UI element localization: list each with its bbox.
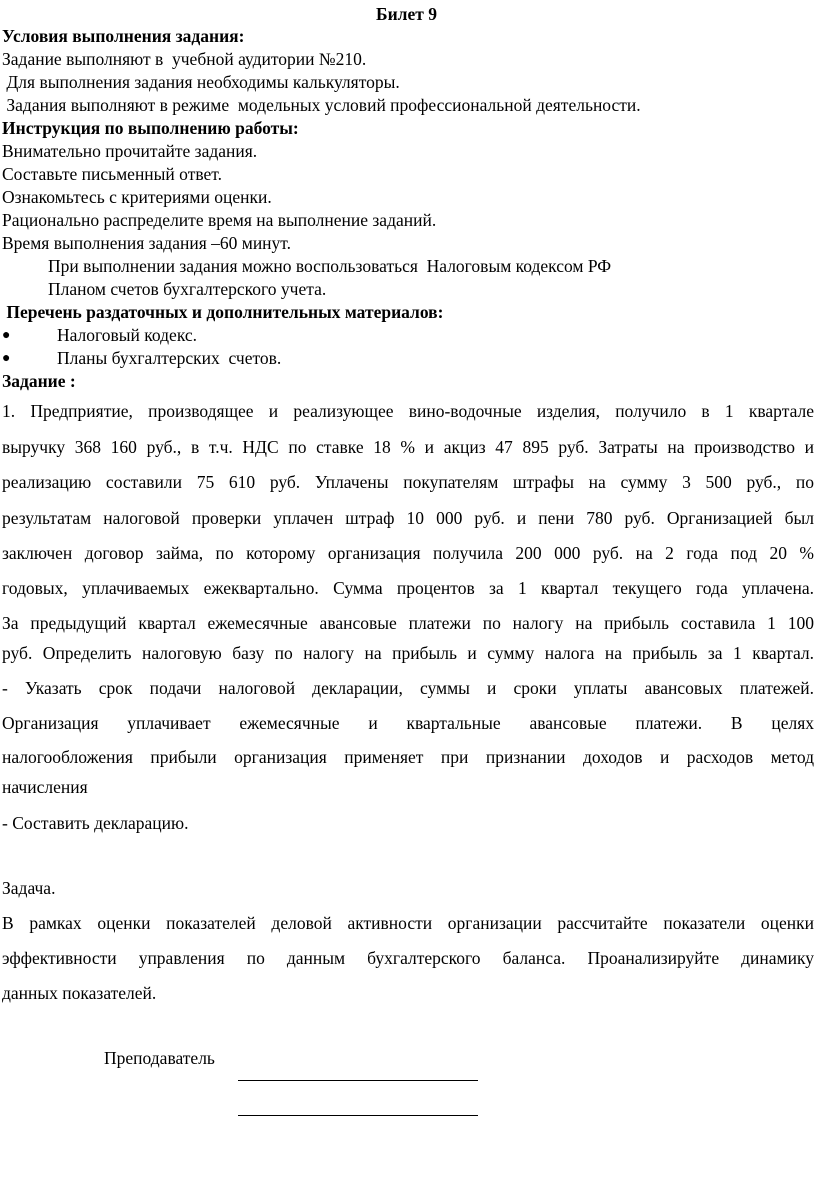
materials-item: Налоговый кодекс. <box>57 325 198 345</box>
instruction-indented-line: Планом счетов бухгалтерского учета. <box>48 279 327 299</box>
conditions-line: Задание выполняют в учебной аудитории №210. <box>2 49 367 69</box>
task-text-line: налогообложения прибыли организация применяет при признании доходов и расходов метод <box>2 747 814 767</box>
instructions-heading: Инструкция по выполнению работы: <box>2 118 299 138</box>
instruction-line: Ознакомьтесь с критериями оценки. <box>2 187 272 207</box>
task-text-line: За предыдущий квартал ежемесячные авансовые платежи по налогу на прибыль составила 1 100 <box>2 613 814 633</box>
signature-line <box>238 1115 478 1116</box>
problem-heading: Задача. <box>2 878 56 898</box>
instruction-line: Внимательно прочитайте задания. <box>2 141 258 161</box>
ticket-title: Билет 9 <box>376 4 437 24</box>
task-text-line: результатам налоговой проверки уплачен штраф 10 000 руб. и пени 780 руб. Организацией был <box>2 508 814 528</box>
task-text-line: выручку 368 160 руб., в т.ч. НДС по ставке 18 % и акциз 47 895 руб. Затраты на производство и <box>2 437 814 457</box>
task-text-line: Организация уплачивает ежемесячные и квартальные авансовые платежи. В целях <box>2 713 814 733</box>
problem-text-line: В рамках оценки показателей деловой активности организации рассчитайте показатели оценки <box>2 913 814 933</box>
conditions-heading: Условия выполнения задания: <box>2 26 245 46</box>
task-text-line: руб. Определить налоговую базу по налогу на прибыль и сумму налога на прибыль за 1 квартал. <box>2 643 814 663</box>
materials-heading: Перечень раздаточных и дополнительных материалов: <box>2 302 444 322</box>
instruction-line: Рационально распределите время на выполнение заданий. <box>2 210 437 230</box>
bullet-icon: ● <box>2 351 11 366</box>
task-text-line: 1. Предприятие, производящее и реализующее вино-водочные изделия, получило в 1 квартале <box>2 401 814 421</box>
bullet-icon: ● <box>2 328 11 343</box>
conditions-line: Для выполнения задания необходимы калькуляторы. <box>2 72 400 92</box>
problem-text-line: данных показателей. <box>2 983 157 1003</box>
problem-text-line: эффективности управления по данным бухгалтерского баланса. Проанализируйте динамику <box>2 948 814 968</box>
materials-item: Планы бухгалтерских счетов. <box>57 348 282 368</box>
instruction-line: Составьте письменный ответ. <box>2 164 222 184</box>
task-text-line: - Указать срок подачи налоговой декларации, суммы и сроки уплаты авансовых платежей. <box>2 678 814 698</box>
teacher-label: Преподаватель <box>104 1048 215 1068</box>
task-text-line: годовых, уплачиваемых ежеквартально. Сумма процентов за 1 квартал текущего года уплачена. <box>2 578 814 598</box>
conditions-line: Задания выполняют в режиме модельных условий профессиональной деятельности. <box>2 95 641 115</box>
task-text-line: заключен договор займа, по которому организация получила 200 000 руб. на 2 года под 20 % <box>2 543 814 563</box>
task-text-line: начисления <box>2 777 88 797</box>
instruction-line: Время выполнения задания –60 минут. <box>2 233 292 253</box>
task-text-line: реализацию составили 75 610 руб. Уплачены покупателям штрафы на сумму 3 500 руб., по <box>2 472 814 492</box>
task-sub-item: - Составить декларацию. <box>2 813 189 833</box>
signature-line <box>238 1080 478 1081</box>
instruction-indented-line: При выполнении задания можно воспользоваться Налоговым кодексом РФ <box>48 256 612 276</box>
task-heading: Задание : <box>2 371 76 391</box>
